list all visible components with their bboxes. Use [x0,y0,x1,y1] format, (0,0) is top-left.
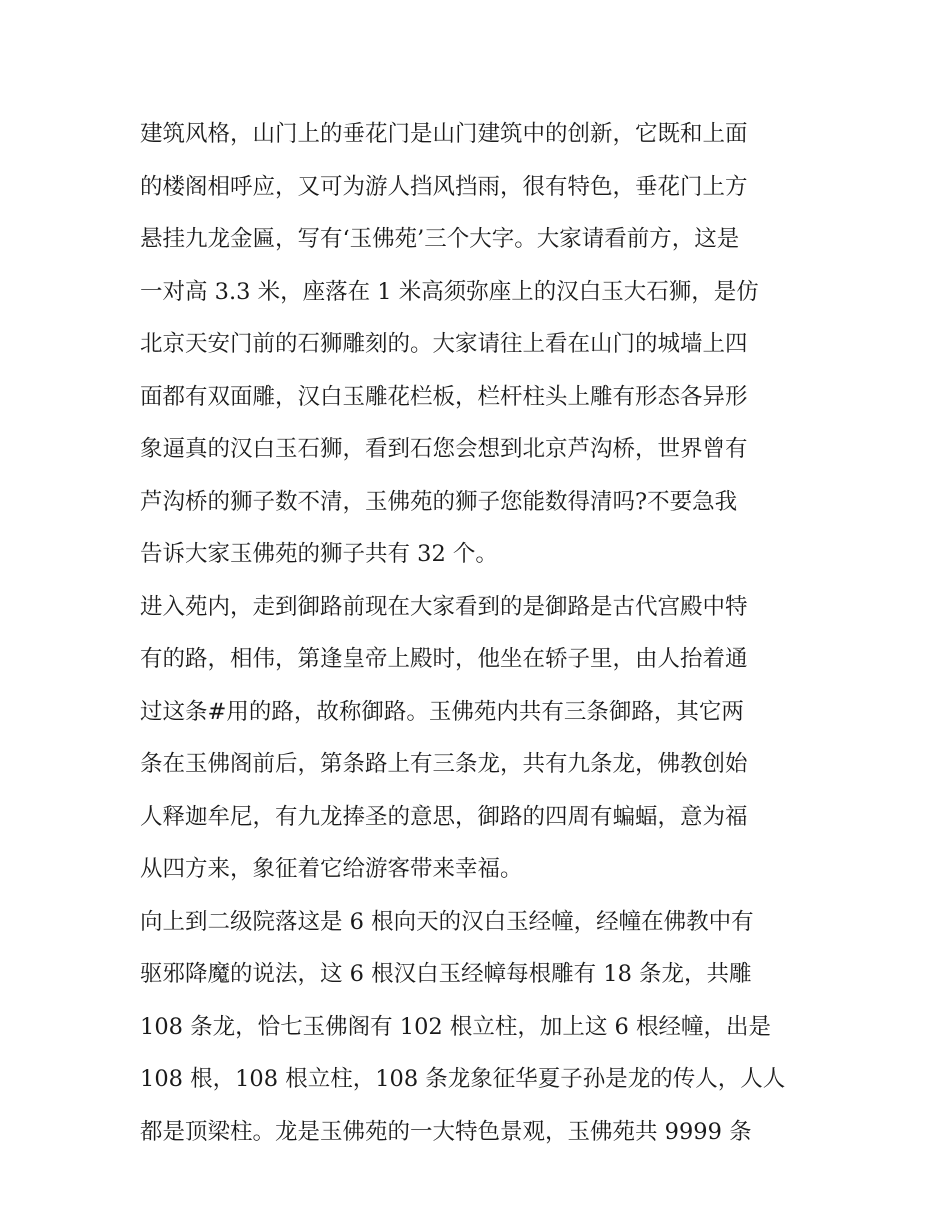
body-text [140,108,820,1158]
text-line: 建筑风格，山门上的垂花门是山门建筑中的创新，它既和上面 [140,121,748,147]
text-line: 进入苑内，走到御路前现在大家看到的是御路是古代宫殿中特 [140,593,748,620]
text-line: 都是顶梁柱。龙是玉佛苑的一大特色景观，玉佛苑共 9999 条 [140,1118,752,1145]
text-line: 驱邪降魔的说法，这 6 根汉白玉经幛每根雕有 18 条龙，共雕 [140,961,752,987]
text-line: 条在玉佛阁前后，第条路上有三条龙，共有九条龙，佛教创始 [140,751,748,777]
text-line: 过这条#用的路，故称御路。玉佛苑内共有三条御路，其它两 [140,698,744,725]
text-line: 芦沟桥的狮子数不清，玉佛苑的狮子您能数得清吗?不要急我 [140,488,738,515]
text-line: 面都有双面雕，汉白玉雕花栏板，栏杆柱头上雕有形态各异形 [140,383,748,410]
text-line: 一对高 3.3 米，座落在 1 米高须弥座上的汉白玉大石狮，是仿 [140,278,759,305]
text-line: 有的路，相伟，第逢皇帝上殿时，他坐在轿子里，由人抬着通 [140,646,748,672]
text-line: 人释迦牟尼，有九龙捧圣的意思，御路的四周有蝙蝠，意为福 [140,803,748,830]
text-line: 北京天安门前的石狮雕刻的。大家请往上看在山门的城墙上四 [140,331,748,357]
text-line: 向上到二级院落这是 6 根向天的汉白玉经幢，经幢在佛教中有 [140,908,754,935]
text-line: 的楼阁相呼应，又可为游人挡风挡雨，很有特色，垂花门上方 [140,173,748,200]
text-line: 象逼真的汉白玉石狮，看到石您会想到北京芦沟桥，世界曾有 [140,436,748,462]
text-line: 悬挂九龙金匾，写有‘玉佛苑’三个大字。大家请看前方，这是 [140,226,740,252]
text-line: 108 根，108 根立柱，108 条龙象征华夏子孙是龙的传人，人人 [140,1066,786,1092]
text-line: 108 条龙，恰七玉佛阁有 102 根立柱，加上这 6 根经幢，出是 [140,1013,771,1040]
text-line: 告诉大家玉佛苑的狮子共有 32 个。 [140,541,498,567]
text-line: 从四方来，象征着它给游客带来幸福。 [140,856,523,882]
